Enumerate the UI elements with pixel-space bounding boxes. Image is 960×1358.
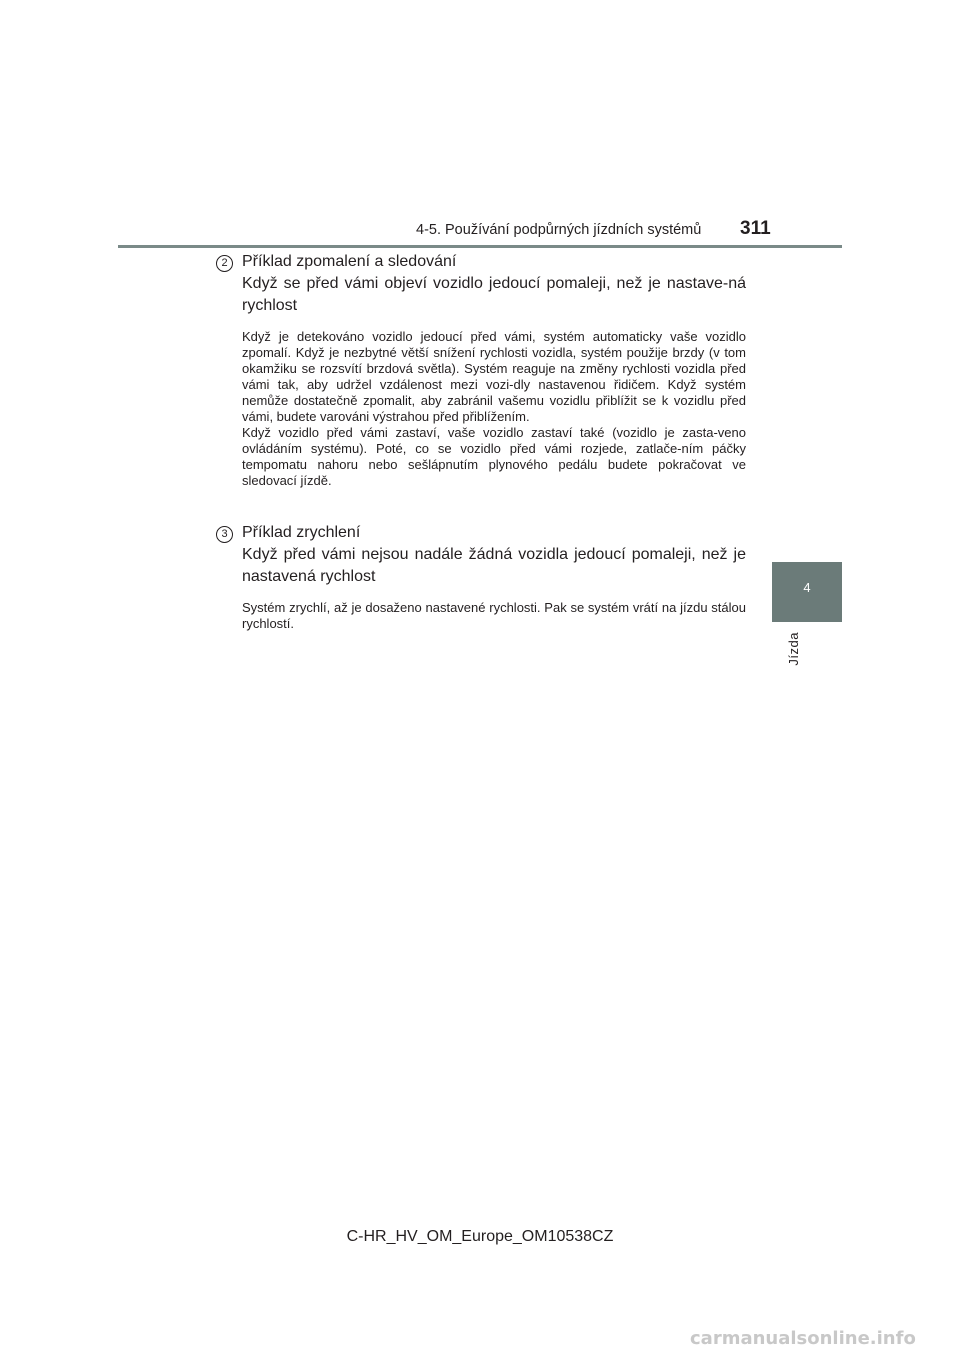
header-section-title: 4-5. Používání podpůrných jízdních systémů	[416, 222, 702, 238]
item-heading: Příklad zpomalení a sledování	[242, 253, 457, 270]
document-code: C-HR_HV_OM_Europe_OM10538CZ	[346, 1228, 614, 1245]
header-rule	[118, 245, 842, 248]
item-subheading: Když se před vámi objeví vozidlo jedoucí pomaleji, než je nastave-ná rychlost	[242, 275, 746, 314]
example-item-acceleration	[216, 522, 746, 632]
item-heading: Příklad zrychlení	[242, 524, 361, 541]
chapter-tab	[772, 562, 842, 622]
chapter-title: Jízda	[786, 632, 801, 666]
item-body	[242, 329, 746, 489]
item-subheading: Když před vámi nejsou nadále žádná vozidla jedoucí pomaleji, než je nastavená rychlost	[242, 546, 746, 585]
item-body	[242, 600, 746, 632]
body-paragraph: Když je detekováno vozidlo jedoucí před vámi, systém automaticky vaše vozidlo zpomalí. Když je nezbytné větší snížení rychlosti vozidla, systém použije brzdy (v tom okamžiku se rozsvítí brzdová světla). Systém reaguje na změny rychlosti vozidla před vámi tak, aby udržel vzdálenost mezi vozi-dly nastavenou řidičem. Když systém nemůže dostatečně zpomalit, aby zabránil vašemu vozidlu přiblížit se k vozidlu před vámi, budete varováni výstrahou před přiblížením.	[242, 329, 746, 424]
body-paragraph: Systém zrychlí, až je dosaženo nastavené rychlosti. Pak se systém vrátí na jízdu stálou rychlostí.	[242, 600, 746, 631]
body-paragraph: Když vozidlo před vámi zastaví, vaše vozidlo zastaví také (vozidlo je zasta-veno ovládáním systému). Poté, co se vozidlo před vámi rozjede, zatlače-ním páčky tempomatu nahoru nebo sešlápnutím plynového pedálu budete pokračovat ve sledovací jízdě.	[242, 425, 746, 488]
item-number-badge: 2	[216, 255, 233, 272]
item-number-badge: 3	[216, 526, 233, 543]
example-item-deceleration	[216, 251, 746, 489]
chapter-number: 4	[803, 580, 811, 595]
watermark: carmanualsonline.info	[690, 1328, 916, 1349]
page-number: 311	[740, 218, 771, 239]
